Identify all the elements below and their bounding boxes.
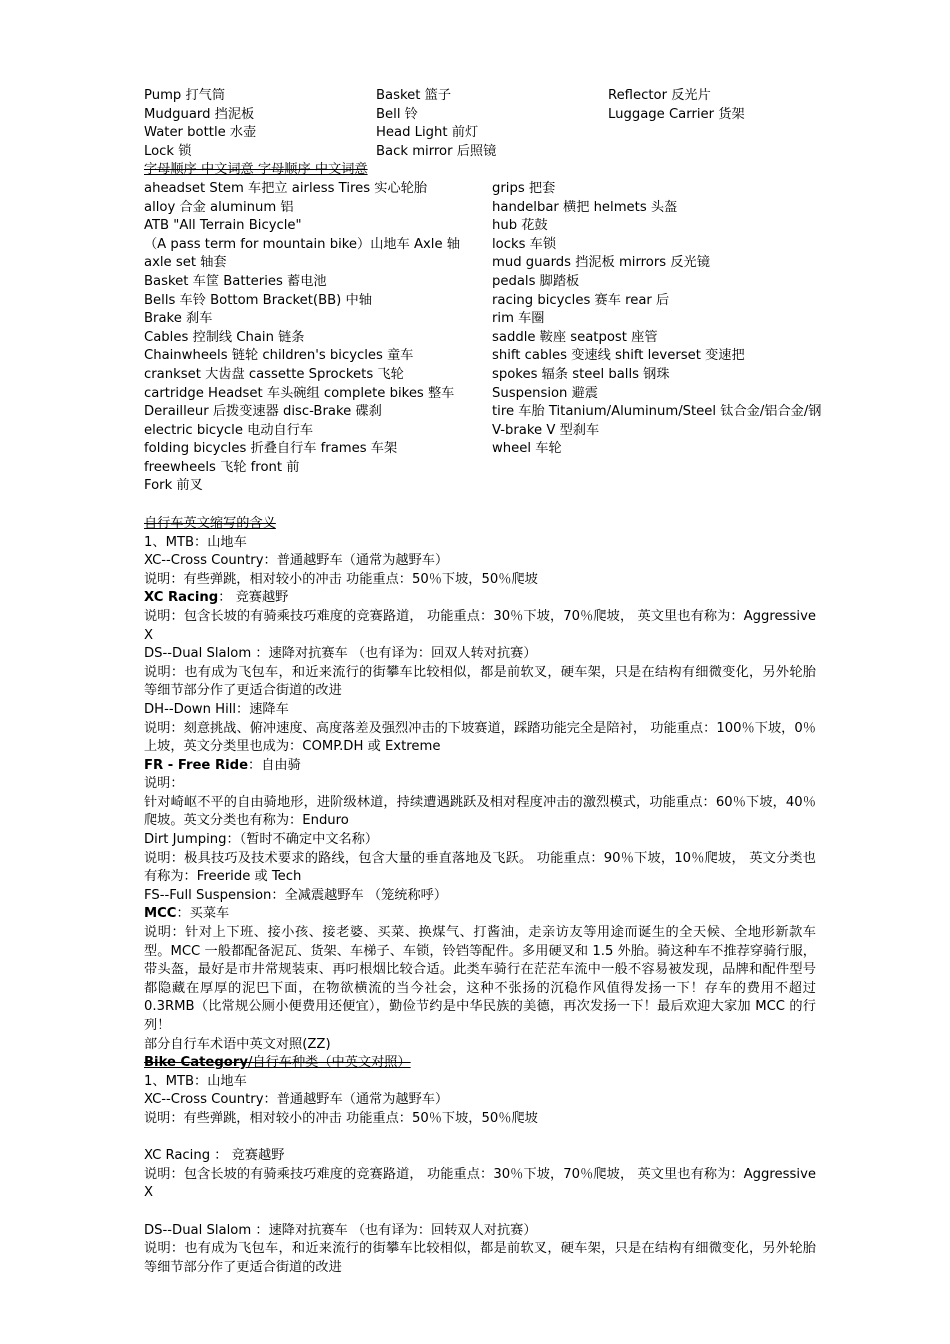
category-line: XC--Cross Country：普通越野车（通常为越野车）: [144, 1092, 449, 1108]
glossary-line: Basket 车筐 Batteries 蓄电池: [144, 273, 327, 289]
category-line: [144, 905, 816, 924]
glossary-line: Derailleur 后拨变速器 disc-Brake 碟刹: [144, 404, 382, 420]
glossary-line: grips 把套: [492, 180, 556, 196]
category-line: 1、MTB：山地车: [144, 534, 247, 550]
category-line: DH--Down Hill：速降车: [144, 701, 289, 717]
table-cell: Pump 打气筒: [144, 88, 226, 103]
description-paragraph: 说明：极具技巧及技术要求的路线，包含大量的垂直落地及飞跃。 功能重点：90％下坡，10％爬坡， 英文分类也有称为：Freeride 或 Tech: [144, 850, 816, 885]
table-cell: Water bottle 水壶: [144, 125, 257, 141]
description-label: 说明：: [144, 776, 184, 792]
table-cell: Bell 铃: [376, 106, 418, 122]
description-paragraph: 说明：包含长坡的有骑乘技巧难度的竞赛路道， 功能重点：30％下坡，70％爬坡， 英文里也有称为：Aggressive X: [144, 1166, 816, 1201]
glossary-columns: [144, 180, 822, 515]
glossary-line: crankset 大齿盘 cassette Sprockets 飞轮: [144, 366, 404, 382]
glossary-line: wheel 车轮: [492, 441, 562, 457]
glossary-line: mud guards 挡泥板 mirrors 反光镜: [492, 255, 710, 271]
category-title: FR - Free Ride: [144, 757, 249, 773]
category-line: XC--Cross Country：普通越野车（通常为越野车）: [144, 553, 449, 569]
glossary-line: racing bicycles 赛车 rear 后: [492, 292, 670, 308]
glossary-line: hub 花鼓: [492, 218, 548, 234]
glossary-line: locks 车锁: [492, 236, 557, 252]
table-cell: Lock 锁: [144, 143, 192, 159]
category-line: 1、MTB：山地车: [144, 1073, 247, 1089]
category-line: XC Racing ： 竞赛越野: [144, 1148, 285, 1164]
category-line: [144, 589, 816, 608]
description-paragraph: 说明：刻意挑战、俯冲速度、高度落差及强烈冲击的下坡赛道，踩踏功能完全是陪衬， 功能重点：100％下坡，0％上坡，英文分类里也成为：COMP.DH 或 Extreme: [144, 720, 816, 755]
description-paragraph: 说明：也有成为飞包车，和近来流行的街攀车比较相似，都是前软叉，硬车架，只是在结构有细微变化，另外轮胎等细节部分作了更适合街道的改进: [144, 1241, 816, 1275]
category-rest: ： 竞赛越野: [218, 590, 289, 606]
glossary-right-column: [492, 180, 822, 459]
category-rest: ：自由骑: [248, 757, 301, 773]
glossary-line: Fork 前叉: [144, 478, 203, 494]
table-cell: Luggage Carrier 货架: [608, 106, 745, 122]
description-paragraph: 说明：也有成为飞包车，和近来流行的街攀车比较相似，都是前软叉，硬车架，只是在结构有细微变化，另外轮胎等细节部分作了更适合街道的改进: [144, 664, 816, 699]
glossary-line: folding bicycles 折叠自行车 frames 车架: [144, 441, 398, 457]
table-cell: Reflector 反光片: [608, 88, 711, 103]
glossary-line: Brake 刹车: [144, 311, 213, 327]
glossary-line: ATB "All Terrain Bicycle": [144, 218, 302, 234]
glossary-line: Suspension 避震: [492, 385, 598, 401]
glossary-line: V-brake V 型刹车: [492, 422, 600, 438]
glossary-line: axle set 轴套: [144, 255, 227, 271]
description-paragraph: 针对崎岖不平的自由骑地形，进阶级林道，持续遭遇跳跃及相对程度冲击的激烈模式，功能重点：60％下坡，40％爬坡。英文分类也有称为：Enduro: [144, 794, 816, 829]
category-line: [144, 757, 816, 776]
section-heading: [144, 1054, 816, 1073]
section-heading: 自行车英文缩写的含义: [144, 515, 276, 531]
glossary-line: spokes 辐条 steel balls 钢珠: [492, 366, 670, 382]
glossary-line: saddle 鞍座 seatpost 座管: [492, 329, 658, 345]
accessories-table: [144, 87, 816, 161]
category-line: DS--Dual Slalom ：速降对抗赛车 （也有译为：回双人转对抗赛）: [144, 646, 537, 662]
glossary-line: alloy 合金 aluminum 铝: [144, 199, 294, 215]
table-cell: Back mirror 后照镜: [376, 143, 497, 159]
glossary-line: cartridge Headset 车头碗组 complete bikes 整车: [144, 385, 455, 401]
table-cell: Head Light 前灯: [376, 125, 479, 141]
description-line: 说明：有些弹跳，相对较小的冲击 功能重点：50％下坡，50％爬坡: [144, 571, 538, 587]
category-line: Dirt Jumping：（暂时不确定中文名称）: [144, 832, 379, 848]
glossary-line: electric bicycle 电动自行车: [144, 422, 314, 438]
glossary-line: rim 车圈: [492, 311, 545, 327]
glossary-line: handelbar 横把 helmets 头盔: [492, 199, 678, 215]
category-rest: ：买菜车: [176, 906, 230, 922]
heading-bold: Bike Category: [144, 1055, 248, 1071]
glossary-line: （A pass term for mountain bike）山地车 Axle 轴: [144, 236, 460, 252]
glossary-line: Cables 控制线 Chain 链条: [144, 329, 305, 345]
glossary-line: Chainwheels 链轮 children's bicycles 童车: [144, 348, 414, 364]
heading-rest: /自行车种类（中英文对照）: [247, 1055, 411, 1071]
category-title: XC Racing: [144, 590, 219, 606]
category-line: DS--Dual Slalom ：速降对抗赛车 （也有译为：回转双人对抗赛）: [144, 1222, 537, 1238]
intro-line: 部分自行车术语中英文对照(ZZ): [144, 1036, 331, 1052]
document-body: [144, 87, 822, 1277]
glossary-header-row: 字母顺序 中文词意 字母顺序 中文词意: [144, 162, 368, 178]
glossary-line: aheadset Stem 车把立 airless Tires 实心轮胎: [144, 180, 428, 196]
table-cell: Basket 篮子: [376, 88, 452, 103]
glossary-line: Bells 车铃 Bottom Bracket(BB) 中轴: [144, 292, 372, 308]
glossary-line: shift cables 变速线 shift leverset 变速把: [492, 348, 745, 364]
description-paragraph: 说明：包含长坡的有骑乘技巧难度的竞赛路道， 功能重点：30％下坡，70％爬坡， 英文里也有称为：Aggressive X: [144, 608, 816, 643]
description-paragraph: 说明：针对上下班、接小孩、接老婆、买菜、换煤气、打酱油，走亲访友等用途而诞生的全天候、全地形新款车型。MCC 一般都配备泥瓦、货架、车梯子、车锁，铃铛等配件。多用硬叉和 1.5 外胎。骑这种车不推荐穿骑行服，带头盔，最好是市井常规装束、再叼根烟比较合适。此类车骑行在茫茫车流中一般不容易被发现，品牌和配件型号都隐藏在厚厚的泥巴下面，在物欲横流的当今社会，这种不张扬的沉稳作风值得发扬一下！存车的费用不超过 0.3RMB（比常规公厕小便费用还便宜），勤俭节约是中华民族的美德，再次发扬一下！最后欢迎大家加 MCC 的行列！: [144, 925, 816, 1034]
glossary-line: tire 车胎 Titanium/Aluminum/Steel 钛合金/铝合金/钢: [492, 404, 822, 420]
category-title: MCC: [144, 906, 177, 922]
description-line: 说明：有些弹跳，相对较小的冲击 功能重点：50％下坡，50％爬坡: [144, 1110, 538, 1126]
spacer: [144, 1129, 816, 1148]
category-line: FS--Full Suspension：全减震越野车 （笼统称呼）: [144, 887, 448, 903]
glossary-line: pedals 脚踏板: [492, 273, 580, 289]
glossary-left-column: [144, 180, 484, 496]
table-cell: Mudguard 挡泥板: [144, 106, 255, 122]
glossary-line: freewheels 飞轮 front 前: [144, 459, 300, 475]
spacer: [144, 1203, 816, 1222]
